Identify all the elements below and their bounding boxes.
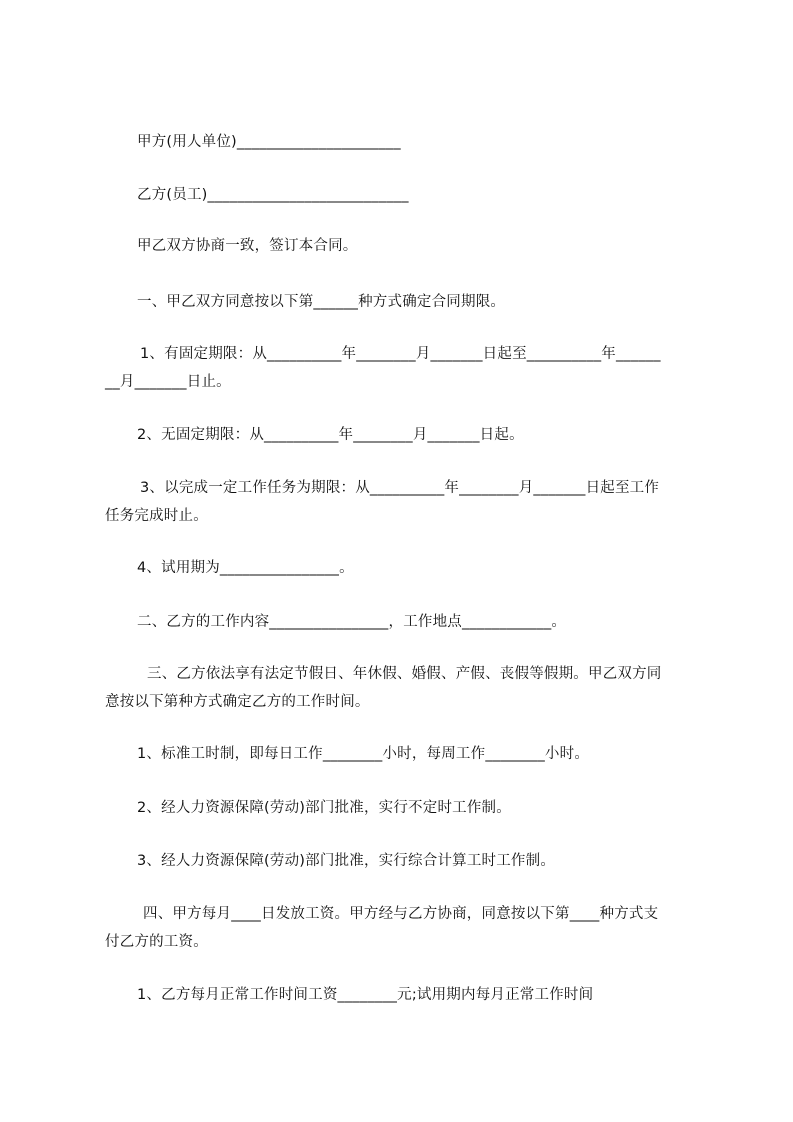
section1-item2: 2、无固定期限：从__________年________月_______日起。 [137,427,524,443]
agreement-line: 甲乙双方协商一致，签订本合同。 [137,238,358,254]
section1-item3-line2: 任务完成时止。 [105,508,208,524]
section4-heading-line2: 付乙方的工资。 [105,934,208,950]
party-a-line: 甲方(用人单位)______________________ [137,134,401,150]
section1-item3-line1: 3、以完成一定工作任务为期限：从__________年________月_______日起至工作 [140,480,660,496]
section3-item3: 3、经人力资源保障(劳动)部门批准，实行综合计算工时工作制。 [137,853,556,869]
section4-item1: 1、乙方每月正常工作时间工资________元;试用期内每月正常工作时间 [137,987,594,1003]
section1-heading: 一、甲乙双方同意按以下第______种方式确定合同期限。 [137,294,506,310]
section3-item2: 2、经人力资源保障(劳动)部门批准，实行不定时工作制。 [137,800,511,816]
section2-heading: 二、乙方的工作内容________________，工作地点____________。 [137,614,567,630]
section1-item1-line2: __月_______日止。 [105,374,231,390]
section3-heading-line2: 意按以下第种方式确定乙方的工作时间。 [105,694,370,710]
section3-item1: 1、标准工时制，即每日工作________小时，每周工作________小时。 [137,746,590,762]
section4-heading-line1: 四、甲方每月____日发放工资。甲方经与乙方协商，同意按以下第____种方式支 [143,906,659,922]
section3-heading-line1: 三、乙方依法享有法定节假日、年休假、婚假、产假、丧假等假期。甲乙双方同 [147,666,662,682]
section1-item4: 4、试用期为________________。 [137,560,354,576]
party-b-line: 乙方(员工)___________________________ [137,187,409,203]
section1-item1-line1: 1、有固定期限：从__________年________月_______日起至__________年______ [140,346,661,362]
